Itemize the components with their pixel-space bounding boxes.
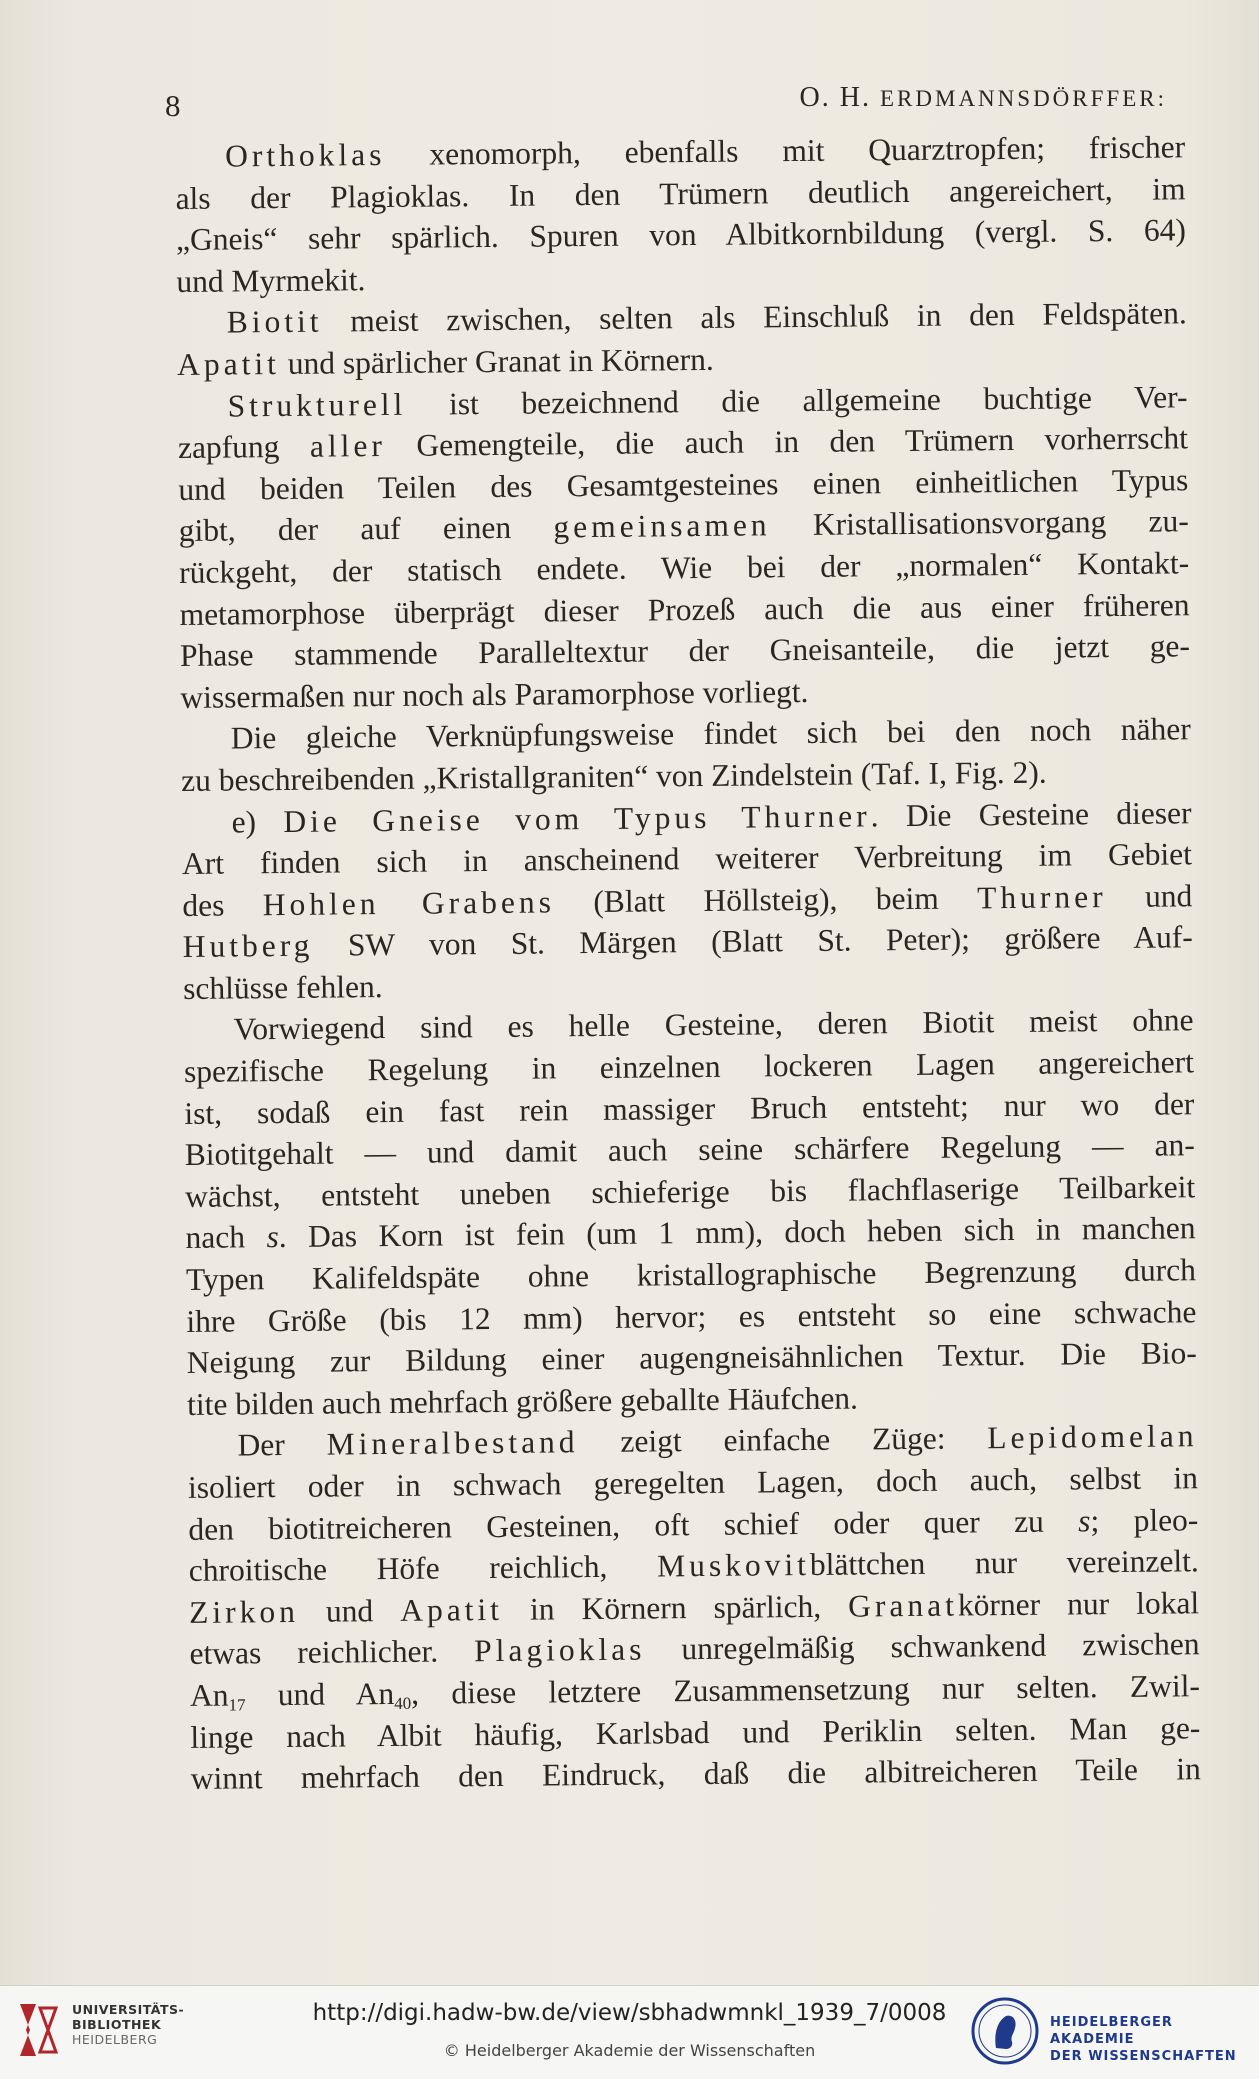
text-line: winnt mehrfach den Eindruck, daß die albitreicheren Teile in <box>190 1751 1201 1797</box>
term-gemeinsamen: gemeinsamen <box>553 507 771 545</box>
term-strukturell: Strukturell <box>227 386 407 424</box>
text-line: $An_{17}$ und $An_{40}$, diese letztere Zusammensetzung nur selten. Zwil- <box>189 1668 1201 1715</box>
academy-name-line: DER WISSENSCHAFTEN <box>1050 2049 1237 2064</box>
symbol-s: s <box>266 1219 279 1255</box>
text-line: ihre Größe (bis 12 mm) hervor; es entsteht so eine schwache <box>186 1293 1197 1339</box>
text-line: e) Die Gneise vom Typus Thurner. Die Gesteine dieser <box>231 794 1192 839</box>
text-line: nach s. Das Korn ist fein (um 1 mm), doch heben sich in manchen <box>185 1210 1196 1256</box>
text-line: chroitische Höfe reichlich, Muskovitblättchen nur vereinzelt. <box>188 1543 1199 1589</box>
term-plagioklas: Plagioklas <box>473 1631 646 1669</box>
term-mineralbestand: Mineralbestand <box>326 1424 579 1463</box>
section-title: Die Gneise vom Typus Thurner <box>283 797 871 839</box>
text-line: Biotit meist zwischen, selten als Einschluß in den Feldspäten. <box>226 295 1187 340</box>
term-apatit: Apatit <box>400 1591 504 1628</box>
text-line: wächst, entsteht uneben schieferige bis flachflaserige Teilbarkeit <box>185 1169 1196 1214</box>
text-line: als der Plagioklas. In den Trümern deutlich angereichert, im <box>175 170 1186 216</box>
author-initials: O. H. <box>799 82 871 113</box>
text-line: metamorphose überprägt dieser Prozeß auch die aus einer früheren <box>179 586 1190 632</box>
text-line: Apatit und spärlicher Granat in Körnern. <box>177 341 714 382</box>
text-line: zu beschreibenden „Kristallgraniten“ von Zindelstein (Taf. I, Fig. 2). <box>181 754 1047 798</box>
text-line: Die gleiche Verknüpfungsweise findet sich bei den noch näher <box>230 711 1191 756</box>
text-line: den biotitreicheren Gesteinen, oft schief oder quer zu s; pleo- <box>188 1501 1199 1547</box>
place-hohlen-grabens: Hohlen Grabens <box>262 884 556 922</box>
text-line: Phase stammende Paralleltextur der Gneisanteile, die jetzt ge- <box>179 628 1191 674</box>
text-line: „Gneis“ sehr spärlich. Spuren von Albitkornbildung (vergl. S. 64) <box>175 212 1187 258</box>
copyright-notice: © Heidelberger Akademie der Wissenschaften <box>443 2041 816 2060</box>
term-granat: Granat <box>848 1587 959 1624</box>
text-line: Art finden sich in anscheinend weiterer Verbreitung im Gebiet <box>181 836 1193 882</box>
text-line: tite bilden auch mehrfach größere geballte Häufchen. <box>187 1380 859 1422</box>
running-head <box>800 82 1167 114</box>
text-line: Orthoklas xenomorph, ebenfalls mit Quarztropfen; frischer <box>225 129 1186 174</box>
text-line: zapfung aller Gemengteile, die auch in den Trümern vorherrscht <box>177 420 1189 466</box>
page-number: 8 <box>165 88 181 123</box>
academy-seal-icon <box>970 1996 1040 2066</box>
body-text <box>175 126 1201 1799</box>
text-line: und beiden Teilen des Gesamtgesteines einen einheitlichen Typus <box>178 462 1189 507</box>
text-line: und Myrmekit. <box>176 261 366 299</box>
text-line: spezifische Regelung in einzelnen lockeren Lagen angereichert <box>183 1044 1195 1090</box>
term-lepidomelan: Lepidomelan <box>987 1418 1198 1456</box>
text-line: schlüsse fehlen. <box>183 968 383 1006</box>
text-line: Vorwiegend sind es helle Gesteine, deren Biotit meist ohne <box>233 1002 1194 1047</box>
term-apatit: Apatit <box>177 345 281 382</box>
text-line: Strukturell ist bezeichnend die allgemeine buchtige Ver- <box>227 378 1188 424</box>
academy-name-line: HEIDELBERGER AKADEMIE <box>1050 2015 1173 2047</box>
text-line: linge nach Albit häufig, Karlsbad und Periklin selten. Man ge- <box>190 1709 1201 1755</box>
term-muskovit: Muskovit <box>656 1547 811 1584</box>
text-line: wissermaßen nur noch als Paramorphose vorliegt. <box>180 673 809 715</box>
term-zirkon: Zirkon <box>189 1593 300 1630</box>
text-line: Neigung zur Bildung einer augengneisähnlichen Textur. Die Bio- <box>186 1335 1197 1381</box>
place-hutberg: Hutberg <box>182 927 314 965</box>
place-thurner: Thurner <box>977 878 1107 916</box>
library-name-line: BIBLIOTHEK <box>72 2017 162 2032</box>
symbol-s: s <box>1078 1502 1091 1538</box>
text-line: etwas reichlicher. Plagioklas unregelmäßig schwankend zwischen <box>189 1626 1200 1672</box>
term-aller: aller <box>309 428 387 464</box>
text-line: Biotitgehalt — und damit auch seine schärfere Regelung — an- <box>184 1127 1195 1173</box>
text-line: ist, sodaß ein fast rein massiger Bruch entsteht; nur wo der <box>184 1085 1195 1131</box>
text-line: isoliert oder in schwach geregelten Lagen, doch auch, selbst in <box>187 1460 1199 1505</box>
text-line: rückgeht, der statisch endete. Wie bei der „normalen“ Kontakt- <box>179 545 1190 590</box>
library-name-line: HEIDELBERG <box>72 2032 158 2047</box>
permalink-url[interactable]: http://digi.hadw-bw.de/view/sbhadwmnkl_1939_7/0008 <box>312 2000 947 2026</box>
viewer-footer <box>0 1985 1259 2079</box>
text-line: Hutberg SW von St. Märgen (Blatt St. Peter); größere Auf- <box>182 919 1193 965</box>
text-line: des Hohlen Grabens (Blatt Höllsteig), beim Thurner und <box>182 877 1193 923</box>
text-line: Der Mineralbestand zeigt einfache Züge: Lepidomelan <box>237 1418 1198 1463</box>
term-orthoklas: Orthoklas <box>225 136 386 174</box>
academy-name <box>1050 2014 1259 2065</box>
text-line: Typen Kalifeldspäte ohne kristallographische Begrenzung durch <box>185 1252 1197 1297</box>
term-biotit: Biotit <box>226 303 323 340</box>
library-name-line: UNIVERSITÄTS- <box>72 2002 185 2017</box>
text-line: gibt, der auf einen gemeinsamen Kristallisationsvorgang zu- <box>178 503 1189 549</box>
text-line: Zirkon und Apatit in Körnern spärlich, Granatkörner nur lokal <box>189 1585 1200 1630</box>
author-surname: ERDMANNSDÖRFFER: <box>880 86 1167 111</box>
